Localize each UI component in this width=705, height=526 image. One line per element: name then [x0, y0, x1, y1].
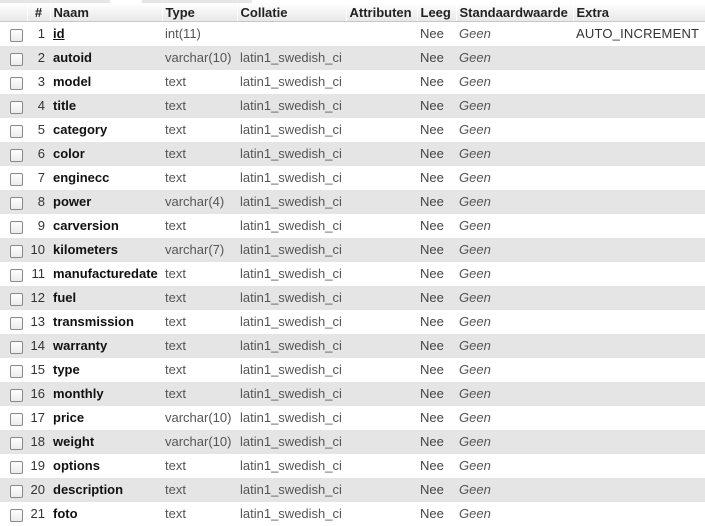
table-row[interactable]: [0, 478, 705, 502]
column-attributes: [346, 70, 417, 94]
header-default[interactable]: Standaardwaarde: [456, 3, 573, 22]
row-checkbox-cell: [0, 94, 27, 118]
row-number: 2: [37, 50, 45, 65]
column-default: Geen: [459, 26, 491, 42]
column-name: id: [53, 26, 65, 42]
row-number: 15: [30, 362, 45, 377]
row-checkbox-cell: [0, 310, 27, 334]
column-type: varchar(10): [165, 410, 232, 425]
table-row[interactable]: [0, 166, 705, 190]
column-default: Geen: [459, 410, 491, 425]
row-checkbox[interactable]: [10, 221, 23, 234]
row-number: 6: [37, 146, 45, 161]
column-collation: latin1_swedish_ci: [240, 50, 342, 65]
row-checkbox[interactable]: [10, 389, 23, 402]
row-number: 19: [30, 458, 45, 473]
column-name: model: [53, 74, 92, 89]
column-null: Nee: [420, 410, 444, 425]
column-null: Nee: [420, 506, 444, 521]
column-type: int(11): [165, 26, 201, 42]
column-collation: latin1_swedish_ci: [240, 194, 342, 209]
row-number: 14: [30, 338, 45, 353]
column-attributes: [346, 46, 417, 70]
row-checkbox-cell: [0, 262, 27, 286]
column-collation: latin1_swedish_ci: [240, 314, 342, 329]
column-type: text: [165, 218, 186, 233]
column-name: foto: [53, 506, 78, 521]
row-number: 20: [30, 482, 45, 497]
table-row[interactable]: [0, 190, 705, 214]
row-number: 7: [37, 170, 45, 185]
column-collation: latin1_swedish_ci: [240, 506, 342, 521]
column-default: Geen: [459, 338, 491, 353]
column-attributes: [346, 238, 417, 262]
row-checkbox-cell: [0, 454, 27, 478]
table-body: [0, 22, 705, 526]
row-checkbox-cell: [0, 358, 27, 382]
header-checkbox-col: [0, 3, 27, 22]
header-collation[interactable]: Collatie: [237, 3, 346, 22]
column-null: Nee: [420, 434, 444, 449]
column-extra: [573, 46, 705, 70]
column-type: text: [165, 482, 186, 497]
row-checkbox-cell: [0, 238, 27, 262]
column-type: text: [165, 458, 186, 473]
column-name: kilometers: [53, 242, 119, 257]
column-type: text: [165, 146, 186, 161]
column-default: Geen: [459, 194, 491, 209]
column-extra: [573, 70, 705, 94]
column-extra: [573, 238, 705, 262]
column-null: Nee: [420, 218, 444, 233]
row-number: 9: [37, 218, 45, 233]
column-default: Geen: [459, 458, 491, 473]
row-number: 5: [37, 122, 45, 137]
column-collation: latin1_swedish_ci: [240, 434, 342, 449]
row-checkbox-cell: [0, 430, 27, 454]
column-extra: [573, 310, 705, 334]
row-number: 17: [30, 410, 45, 425]
column-type: text: [165, 290, 186, 305]
column-extra: [573, 358, 705, 382]
column-attributes: [346, 166, 417, 190]
column-null: Nee: [420, 242, 444, 257]
column-null: Nee: [420, 314, 444, 329]
table-row[interactable]: [0, 502, 705, 526]
table-row[interactable]: [0, 262, 705, 286]
table-row[interactable]: [0, 94, 705, 118]
column-attributes: [346, 454, 417, 478]
table-row[interactable]: [0, 310, 705, 334]
column-attributes: [346, 94, 417, 118]
row-checkbox[interactable]: [10, 437, 23, 450]
row-number: 16: [30, 386, 45, 401]
row-number: 8: [37, 194, 45, 209]
column-extra: [573, 262, 705, 286]
column-attributes: [346, 430, 417, 454]
column-null: Nee: [420, 26, 444, 42]
header-name[interactable]: Naam: [50, 3, 162, 22]
column-type: text: [165, 122, 186, 137]
column-null: Nee: [420, 482, 444, 497]
row-number: 18: [30, 434, 45, 449]
column-attributes: [346, 334, 417, 358]
column-extra: [573, 142, 705, 166]
row-checkbox[interactable]: [10, 485, 23, 498]
row-checkbox-cell: [0, 166, 27, 190]
column-attributes: [346, 478, 417, 502]
column-attributes: [346, 142, 417, 166]
column-name: warranty: [53, 338, 108, 353]
column-null: Nee: [420, 98, 444, 113]
column-default: Geen: [459, 506, 491, 521]
column-default: Geen: [459, 218, 491, 233]
column-default: Geen: [459, 290, 491, 305]
column-type: text: [165, 386, 186, 401]
column-null: Nee: [420, 386, 444, 401]
column-collation: latin1_swedish_ci: [240, 218, 342, 233]
row-checkbox[interactable]: [10, 341, 23, 354]
column-extra: [573, 478, 705, 502]
row-checkbox-cell: [0, 334, 27, 358]
row-checkbox-cell: [0, 46, 27, 70]
column-type: text: [165, 314, 186, 329]
row-checkbox[interactable]: [10, 293, 23, 306]
table-row[interactable]: [0, 22, 705, 46]
column-collation: latin1_swedish_ci: [240, 482, 342, 497]
row-number: 3: [37, 74, 45, 89]
column-default: Geen: [459, 50, 491, 65]
column-collation: latin1_swedish_ci: [240, 386, 342, 401]
row-checkbox[interactable]: [10, 101, 23, 114]
header-null[interactable]: Leeg: [417, 3, 456, 22]
table-row[interactable]: [0, 430, 705, 454]
header-row: [0, 3, 705, 22]
column-attributes: [346, 382, 417, 406]
table-row[interactable]: [0, 238, 705, 262]
column-extra: [573, 406, 705, 430]
row-number: 1: [37, 26, 45, 42]
table-row[interactable]: [0, 70, 705, 94]
column-attributes: [346, 502, 417, 526]
column-extra: [573, 94, 705, 118]
table-row[interactable]: [0, 334, 705, 358]
row-number: 4: [37, 98, 45, 113]
row-checkbox[interactable]: [10, 29, 23, 42]
row-checkbox[interactable]: [10, 173, 23, 186]
column-name: title: [53, 98, 77, 113]
header-type[interactable]: Type: [162, 3, 237, 22]
table-row[interactable]: [0, 286, 705, 310]
row-checkbox[interactable]: [10, 461, 23, 474]
row-checkbox[interactable]: [10, 317, 23, 330]
column-attributes: [346, 310, 417, 334]
column-collation: latin1_swedish_ci: [240, 458, 342, 473]
table-structure: [0, 3, 705, 526]
row-checkbox-cell: [0, 118, 27, 142]
column-default: Geen: [459, 122, 491, 137]
column-null: Nee: [420, 194, 444, 209]
column-extra: [573, 286, 705, 310]
column-default: Geen: [459, 146, 491, 161]
table-row[interactable]: [0, 454, 705, 478]
column-null: Nee: [420, 122, 444, 137]
row-number: 12: [30, 290, 45, 305]
column-name: transmission: [53, 314, 134, 329]
column-extra: [573, 502, 705, 526]
column-extra: [573, 334, 705, 358]
column-collation: latin1_swedish_ci: [240, 170, 342, 185]
row-checkbox[interactable]: [10, 53, 23, 66]
row-number: 10: [30, 242, 45, 257]
row-checkbox[interactable]: [10, 125, 23, 138]
row-checkbox[interactable]: [10, 365, 23, 378]
header-extra[interactable]: Extra: [573, 3, 705, 22]
row-checkbox-cell: [0, 70, 27, 94]
column-null: Nee: [420, 290, 444, 305]
column-default: Geen: [459, 266, 491, 281]
column-name: carversion: [53, 218, 119, 233]
row-checkbox-cell: [0, 142, 27, 166]
row-checkbox-cell: [0, 478, 27, 502]
column-type: text: [165, 98, 186, 113]
column-attributes: [346, 286, 417, 310]
column-default: Geen: [459, 434, 491, 449]
column-null: Nee: [420, 458, 444, 473]
column-name: power: [53, 194, 92, 209]
column-attributes: [346, 406, 417, 430]
column-name: description: [53, 482, 124, 497]
table-row[interactable]: [0, 46, 705, 70]
column-type: text: [165, 74, 186, 89]
column-collation: latin1_swedish_ci: [240, 362, 342, 377]
row-checkbox-cell: [0, 286, 27, 310]
column-collation: latin1_swedish_ci: [240, 266, 342, 281]
column-name: weight: [53, 434, 95, 449]
header-attributes[interactable]: Attributen: [346, 3, 417, 22]
header-num[interactable]: #: [27, 3, 50, 22]
column-extra: [573, 382, 705, 406]
column-default: Geen: [459, 74, 491, 89]
column-default: Geen: [459, 482, 491, 497]
column-type: text: [165, 170, 186, 185]
column-attributes: [346, 190, 417, 214]
column-extra: [573, 430, 705, 454]
column-type: varchar(10): [165, 434, 232, 449]
column-collation: latin1_swedish_ci: [240, 98, 342, 113]
column-extra: [573, 214, 705, 238]
column-type: varchar(4): [165, 194, 225, 209]
column-collation: latin1_swedish_ci: [240, 122, 342, 137]
column-extra: [573, 454, 705, 478]
column-null: Nee: [420, 50, 444, 65]
row-number: 13: [30, 314, 45, 329]
column-collation: latin1_swedish_ci: [240, 74, 342, 89]
row-number: 21: [30, 506, 45, 521]
column-name: price: [53, 410, 85, 425]
column-name: monthly: [53, 386, 104, 401]
column-name: manufacturedate: [53, 266, 158, 281]
row-checkbox-cell: [0, 502, 27, 526]
column-default: Geen: [459, 314, 491, 329]
column-extra: [573, 166, 705, 190]
column-type: text: [165, 266, 186, 281]
column-default: Geen: [459, 242, 491, 257]
row-checkbox-cell: [0, 214, 27, 238]
column-default: Geen: [459, 386, 491, 401]
row-checkbox[interactable]: [10, 509, 23, 522]
column-collation: latin1_swedish_ci: [240, 338, 342, 353]
column-collation: latin1_swedish_ci: [240, 146, 342, 161]
column-attributes: [346, 262, 417, 286]
column-name: options: [53, 458, 100, 473]
table-row[interactable]: [0, 382, 705, 406]
row-number: 11: [31, 266, 45, 281]
table-header: [0, 3, 705, 22]
table-row[interactable]: [0, 214, 705, 238]
column-name: category: [53, 122, 108, 137]
column-name: enginecc: [53, 170, 110, 185]
table-row[interactable]: [0, 406, 705, 430]
column-type: varchar(7): [165, 242, 225, 257]
column-collation: latin1_swedish_ci: [240, 290, 342, 305]
column-type: text: [165, 338, 186, 353]
column-attributes: [346, 358, 417, 382]
column-null: Nee: [420, 362, 444, 377]
column-attributes: [346, 214, 417, 238]
column-extra: AUTO_INCREMENT: [576, 26, 700, 42]
row-checkbox[interactable]: [10, 77, 23, 90]
column-name: type: [53, 362, 80, 377]
column-collation: latin1_swedish_ci: [240, 242, 342, 257]
table-row[interactable]: [0, 118, 705, 142]
column-null: Nee: [420, 146, 444, 161]
column-collation: latin1_swedish_ci: [240, 410, 342, 425]
row-checkbox-cell: [0, 406, 27, 430]
column-type: varchar(10): [165, 50, 232, 65]
column-name: fuel: [53, 290, 77, 305]
row-checkbox[interactable]: [10, 149, 23, 162]
row-checkbox-cell: [0, 382, 27, 406]
row-checkbox[interactable]: [10, 197, 23, 210]
column-attributes: [346, 118, 417, 142]
table-row[interactable]: [0, 142, 705, 166]
row-checkbox[interactable]: [10, 269, 23, 282]
row-checkbox[interactable]: [10, 413, 23, 426]
column-extra: [573, 190, 705, 214]
row-checkbox[interactable]: [10, 245, 23, 258]
row-checkbox-cell: [0, 22, 27, 46]
column-default: Geen: [459, 98, 491, 113]
column-null: Nee: [420, 74, 444, 89]
column-collation: [237, 22, 346, 46]
column-extra: [573, 118, 705, 142]
column-default: Geen: [459, 170, 491, 185]
column-type: text: [165, 506, 186, 521]
column-null: Nee: [420, 338, 444, 353]
column-default: Geen: [459, 362, 491, 377]
column-type: text: [165, 362, 186, 377]
column-null: Nee: [420, 266, 444, 281]
column-name: autoid: [53, 50, 92, 65]
row-checkbox-cell: [0, 190, 27, 214]
column-attributes: [346, 22, 417, 46]
table-row[interactable]: [0, 358, 705, 382]
column-null: Nee: [420, 170, 444, 185]
column-name: color: [53, 146, 85, 161]
